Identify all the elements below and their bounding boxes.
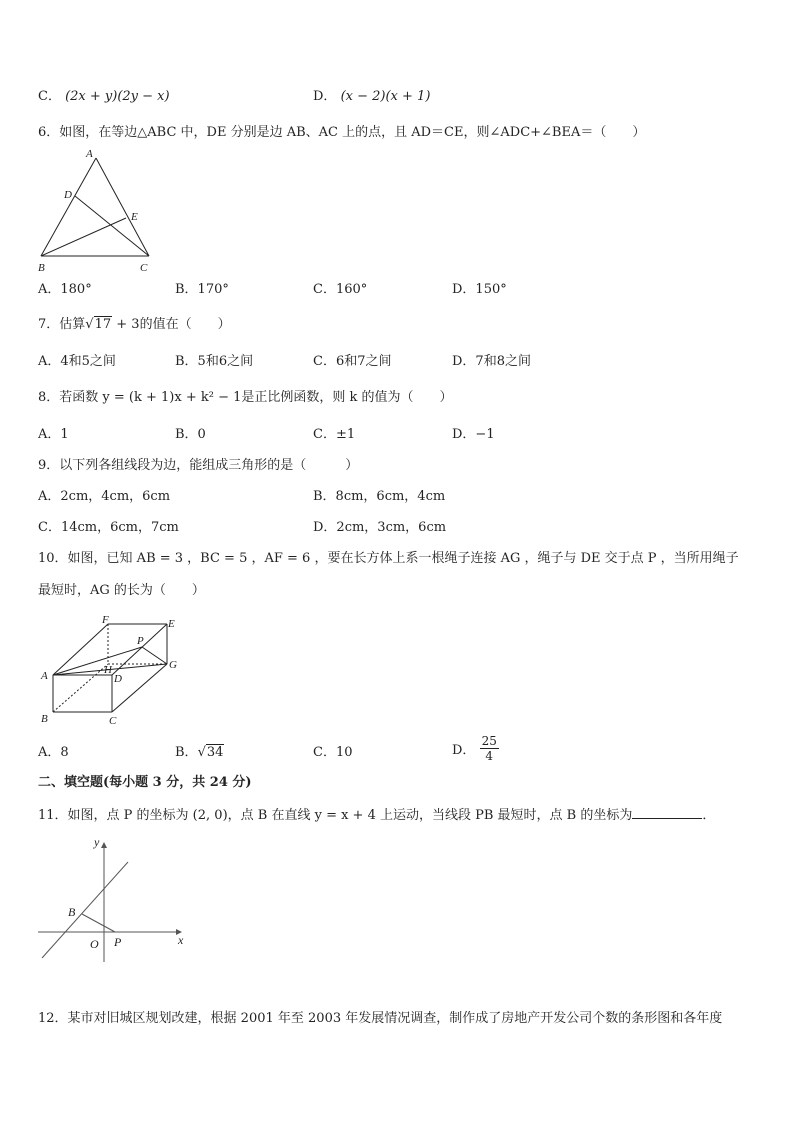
label-d: D [64, 189, 72, 201]
q11-answer-blank [632, 806, 702, 819]
q9-option-a: A．2cm，4cm，6cm [38, 489, 171, 504]
q6-option-d: D．150° [452, 282, 507, 297]
label-x: x [178, 933, 184, 947]
q10-option-c: C．10 [313, 745, 353, 760]
q9-stem: 9．以下列各组线段为边，能组成三角形的是（ ） [38, 458, 359, 473]
label-e: E [131, 211, 138, 223]
q8-option-b: B．0 [175, 427, 206, 442]
q10-option-b-radicand: 34 [206, 745, 224, 760]
label-h: H [104, 664, 112, 676]
q10-option-d: D． $\frac{25}{4}$ [452, 734, 497, 763]
label-g: G [169, 659, 177, 671]
q10-stem-line1: 10．如图，已知 AB = 3 ，BC = 5 ，AF = 6 ，要在长方体上系一根绳子连接 AG ，绳子与 DE 交于点 P ，当所用绳子 [38, 551, 739, 566]
q7-stem: 7．估算√17 + 3的值在（ ） [38, 317, 231, 332]
q10-option-d-fraction: $\frac{25}{4}$ [481, 734, 497, 763]
q8-option-a: A．1 [38, 427, 69, 442]
q5-option-c-expr: (2x + y)(2y − x) [65, 89, 170, 104]
q9-option-c: C．14cm，6cm，7cm [38, 520, 179, 535]
q5-option-d: D． (x − 2)(x + 1) [313, 89, 431, 104]
q9-option-b: B．8cm，6cm，4cm [313, 489, 446, 504]
side-ac [96, 158, 149, 256]
label-b: B [41, 713, 48, 725]
section-heading-fill-in: 二、填空题(每小题 3 分，共 24 分) [38, 775, 252, 790]
q5-option-d-expr: (x − 2)(x + 1) [340, 89, 431, 104]
q8-stem: 8．若函数 y = (k + 1)x + k² − 1是正比例函数，则 k 的值为（ ） [38, 390, 453, 405]
q7-radicand: 17 [94, 317, 112, 332]
q6-option-b: B．170° [175, 282, 229, 297]
label-b: B [38, 262, 45, 274]
label-b: B [68, 905, 76, 919]
segment-pb [82, 914, 115, 932]
segment-dc [75, 196, 149, 256]
q10-cuboid-figure [36, 612, 186, 730]
q7-option-b: B．5和6之间 [175, 354, 254, 369]
side-ab [41, 158, 96, 256]
label-p: P [114, 935, 122, 949]
q11-stem: 11．如图，点 P 的坐标为 (2, 0)，点 B 在直线 y = x + 4 上运动，当线段 PB 最短时，点 B 的坐标为 ． [38, 808, 716, 823]
label-a: A [86, 148, 93, 160]
q12-stem: 12．某市对旧城区规划改建，根据 2001 年至 2003 年发展情况调查，制作成了房地产开发公司个数的条形图和各年度 [38, 1011, 723, 1026]
q9-option-d: D．2cm，3cm，6cm [313, 520, 447, 535]
label-a: A [41, 670, 48, 682]
label-c: C [109, 715, 117, 727]
q10-option-b: B．√34 [175, 745, 224, 760]
q7-option-c: C．6和7之间 [313, 354, 392, 369]
q8-option-c: C．±1 [313, 427, 356, 442]
q6-triangle-figure [30, 146, 160, 276]
q6-stem: 6．如图，在等边△ABC 中，DE 分别是边 AB、AC 上的点，且 AD＝CE，则∠ADC+∠BEA＝（ ） [38, 125, 646, 140]
q7-option-a: A．4和5之间 [38, 354, 116, 369]
label-y: y [94, 840, 100, 849]
label-c: C [140, 262, 148, 274]
segment-be [41, 218, 126, 256]
q11-coordinate-figure [34, 840, 194, 965]
label-p: P [137, 635, 144, 647]
label-o: O [90, 937, 99, 951]
q7-option-d: D．7和8之间 [452, 354, 531, 369]
q8-option-d: D．−1 [452, 427, 495, 442]
label-d: D [114, 673, 122, 685]
label-f: F [102, 614, 109, 626]
q10-stem-line2: 最短时，AG 的长为（ ） [38, 583, 205, 598]
label-e: E [168, 618, 175, 630]
q6-option-c: C．160° [313, 282, 368, 297]
q6-option-a: A．180° [38, 282, 92, 297]
q5-option-c: C． (2x + y)(2y − x) [38, 89, 170, 104]
q10-option-a: A．8 [38, 745, 69, 760]
